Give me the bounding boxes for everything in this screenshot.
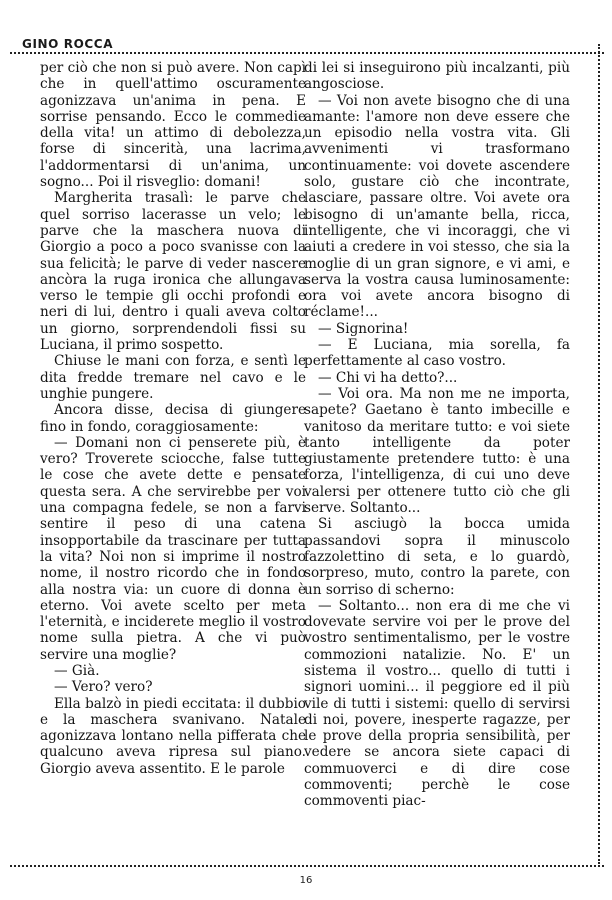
paragraph: — Domani non ci penserete più, è vero? Troverete sciocche, false tutte le cose che avete dette e pensate questa sera. A che servirebbe per voi una compagna fedele, se non a farvi sentire il peso di una catena insopportabile da trascinare per tutta la vita? Noi non si imprime il nostro nome, il nostro ricordo che in fondo alla nostra via: un cuore di donna è eterno. Voi avete scelto per meta l'eternità, e inciderete meglio il vostro nome sulla pietra. A che vi può servire una moglie? bbox=[40, 434, 306, 663]
page-number: 16 bbox=[299, 875, 313, 886]
paragraph: Ancora disse, decisa di giungere fino in fondo, coraggiosamente: bbox=[40, 402, 306, 435]
paragraph: — Soltanto... non era di me che vi dovevate servire voi per le prove del vostro sentimentalismo, per le vostre commozioni natalizie. No. E' un sistema il vostro... quello di tutti i signori uomini... il peggiore ed il più vile di tutti i sistemi: quello di servirsi di noi, povere, inesperte ragazze, per le prove della propria sensibilità, per vedere se ancora siete capaci di commuoverci e di dire cose commoventi; perchè le cose commoventi piac- bbox=[304, 597, 570, 810]
paragraph: Margherita trasalì: le parve che quel sorriso lacerasse un velo; le parve che la maschera nuova di Giorgio a poco a poco svanisse con la sua felicità; le parve di veder nascere ancòra la ruga ironica che allungava verso le tempie gli occhi profondi e neri di lui, dentro i quali aveva colto un giorno, sorprendendoli fissi su Luciana, il primo sospetto. bbox=[40, 190, 306, 354]
paragraph: — Signorina! bbox=[318, 320, 409, 337]
paragraph: — Voi ora. Ma non me ne importa, sapete? Gaetano è tanto imbecille e vanitoso da meritare tutto: e voi siete tanto intelligente da poter giustamente pretendere tutto: è una forza, l'intelligenza, di cui uno deve valersi per ottenere tutto ciò che gli serve. Soltanto... bbox=[304, 385, 570, 517]
paragraph: — E Luciana, mia sorella, fa perfettamente al caso vostro. bbox=[304, 337, 570, 370]
paragraph: — Già. bbox=[54, 662, 100, 679]
paragraph: per ciò che non si può avere. Non capì che in quell'attimo oscuramente agonizzava un'anima in pena. E sorrise pensando. Ecco le commedie della vita! un attimo di debolezza, forse di sincerità, una lacrima, l'addormentarsi di un'anima, un sogno... Poi il risveglio: domani! bbox=[40, 60, 306, 191]
paragraph: — Vero? vero? bbox=[54, 679, 153, 696]
right-column bbox=[304, 60, 570, 810]
running-head: GINO ROCCA bbox=[22, 37, 114, 51]
left-column bbox=[40, 60, 306, 777]
paragraph: — Voi non avete bisogno che di una amante: l'amore non deve essere che un episodio nella vostra vita. Gli avvenimenti vi trasformano continuamente: voi dovete ascendere solo, gustare ciò che incontrate, lasciare, passare oltre. Voi avete ora bisogno di un'amante bella, ricca, intelligente, che vi incoraggi, che vi aiuti a credere in voi stesso, che sia la moglie di un gran signore, e vi ami, e serva la vostra causa luminosamente: ora voi avete ancora bisogno di réclame!... bbox=[304, 92, 570, 321]
paragraph: di lei si inseguirono più incalzanti, più angosciose. bbox=[304, 60, 570, 93]
paragraph: Ella balzò in piedi eccitata: il dubbio e la maschera svanivano. Natale agonizzava lontano nella pifferata che qualcuno aveva ripresa sul piano. Giorgio aveva assentito. E le parole bbox=[40, 695, 306, 777]
paragraph: Si asciugò la bocca umida passandovi sopra il minuscolo fazzolettino di seta, e lo guardò, sorpreso, muto, contro la parete, con un sorriso di scherno: bbox=[304, 516, 570, 598]
bottom-dotted-rule bbox=[10, 865, 604, 867]
top-dotted-rule bbox=[10, 52, 604, 54]
right-dotted-rule bbox=[598, 44, 600, 864]
paragraph: — Chi vi ha detto?... bbox=[318, 369, 458, 386]
paragraph: Chiuse le mani con forza, e sentì le dita fredde tremare nel cavo e le unghie pungere. bbox=[40, 353, 306, 402]
